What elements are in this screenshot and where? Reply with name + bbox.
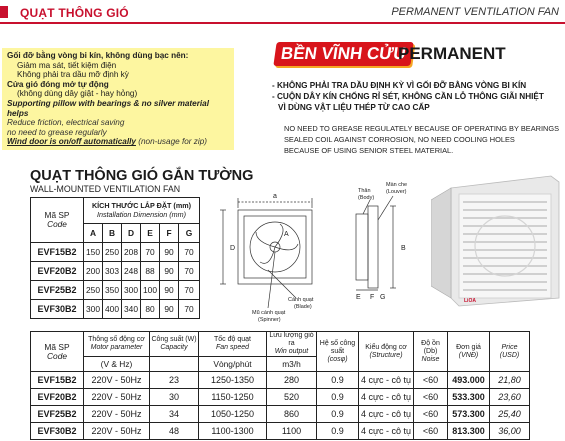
spec-price-vn-header-en: (VNĐ) bbox=[458, 351, 479, 359]
table-row bbox=[31, 372, 530, 389]
dimension-table bbox=[30, 197, 200, 319]
photo-logo: LiOA bbox=[464, 298, 476, 304]
dim-header-vn: KÍCH THƯỚC LẮP ĐẶT (mm) bbox=[91, 201, 191, 210]
spec-model-cell: EVF15B2 bbox=[31, 372, 84, 389]
spec-flow-cell: 860 bbox=[267, 406, 317, 423]
feature-info-box bbox=[2, 48, 234, 150]
dim-cell: 248 bbox=[122, 262, 141, 281]
spec-struct-header bbox=[359, 332, 414, 372]
spec-price-usd-cell: 25,40 bbox=[490, 406, 530, 423]
body-label-en: (Body) bbox=[358, 195, 375, 201]
vn-bearing-point: Không phải tra dầu mỡ định kỳ bbox=[17, 70, 129, 80]
dim-col-header: E bbox=[141, 224, 160, 243]
spec-model-header-vn: Mã SP bbox=[44, 341, 70, 352]
en-bearing-point: no need to grease regularly bbox=[7, 127, 107, 137]
dim-label-a: a bbox=[273, 193, 277, 200]
spec-speed-cell: 1150-1250 bbox=[199, 389, 267, 406]
dim-label-B: B bbox=[401, 245, 406, 252]
technical-drawing bbox=[218, 170, 433, 330]
header-accent-bar bbox=[0, 6, 8, 18]
spec-struct-cell: 4 cực - cô tụ bbox=[359, 406, 414, 423]
spec-motor-cell: 220V - 50Hz bbox=[84, 372, 150, 389]
vn-door-heading: Cửa gió đóng mở tự động bbox=[7, 79, 109, 89]
dim-model-cell: EVF15B2 bbox=[31, 243, 84, 262]
spec-pf-cell: 0.9 bbox=[317, 372, 359, 389]
spec-price-vn-header bbox=[448, 332, 490, 372]
spec-speed-cell: 1050-1250 bbox=[199, 406, 267, 423]
spec-flow-header-en: Win output bbox=[274, 348, 309, 355]
spec-pf-cell: 0.9 bbox=[317, 423, 359, 440]
spec-price-usd-header-en: (USD) bbox=[499, 351, 520, 359]
table-row bbox=[31, 406, 530, 423]
spec-struct-cell: 4 cực - cô tụ bbox=[359, 423, 414, 440]
spec-table bbox=[30, 331, 530, 440]
vn-door-note: (không dùng dây giật - hay hỏng) bbox=[17, 89, 138, 99]
fan-product-photo bbox=[431, 168, 563, 308]
feature-item: - CUỘN DÂY KÍN CHỐNG RỈ SÉT, KHÔNG CẦN LỖ THÔNG GIÃI NHIỆT bbox=[272, 92, 544, 101]
spec-noise-cell: <60 bbox=[414, 423, 448, 440]
dim-col-header: F bbox=[160, 224, 179, 243]
spec-capacity-cell: 30 bbox=[150, 389, 199, 406]
spec-capacity-header-en: Capacity bbox=[160, 344, 188, 351]
body-label: Thân bbox=[358, 188, 371, 194]
spec-speed-cell: 1100-1300 bbox=[199, 423, 267, 440]
table-row bbox=[31, 389, 530, 406]
dim-cell: 70 bbox=[179, 243, 200, 262]
spec-noise-header-en: Noise bbox=[421, 355, 440, 363]
spec-capacity-cell: 23 bbox=[150, 372, 199, 389]
spec-noise-cell: <60 bbox=[414, 372, 448, 389]
dim-cell: 70 bbox=[179, 300, 200, 319]
spec-flow-cell: 520 bbox=[267, 389, 317, 406]
section-title: QUẠT THÔNG GIÓ GẮN TƯỜNG bbox=[30, 168, 254, 184]
dim-model-header-en: Code bbox=[47, 219, 67, 229]
spec-price-usd-cell: 21,80 bbox=[490, 372, 530, 389]
en-door-note: (non-usage for zip) bbox=[138, 137, 207, 147]
spec-price-vnd-cell: 533.300 bbox=[448, 389, 490, 406]
spec-motor-cell: 220V - 50Hz bbox=[84, 389, 150, 406]
dim-cell: 90 bbox=[160, 243, 179, 262]
dim-cell: 250 bbox=[84, 281, 103, 300]
spec-speed-unit: Vòng/phút bbox=[199, 357, 267, 372]
spinner-label-en: (Spinner) bbox=[258, 317, 281, 323]
dim-label-E: E bbox=[356, 294, 361, 301]
spec-speed-header bbox=[199, 332, 267, 357]
spec-price-usd-header bbox=[490, 332, 530, 372]
spec-noise-header-vn: Độ ồn (Db) bbox=[421, 339, 440, 355]
side-body bbox=[356, 214, 368, 280]
en-bearing-heading: Supporting pillow with bearings & no silver material helps bbox=[7, 98, 209, 118]
spec-noise-cell: <60 bbox=[414, 406, 448, 423]
vn-bearing-heading: Gối đỡ bằng vòng bi kín, không dùng bạc nên: bbox=[7, 51, 189, 60]
spec-pf-header bbox=[317, 332, 359, 372]
dim-label-F: F bbox=[370, 294, 375, 301]
spec-pf-cell: 0.9 bbox=[317, 406, 359, 423]
dim-cell: 208 bbox=[122, 243, 141, 262]
spec-noise-cell: <60 bbox=[414, 389, 448, 406]
durability-badge: BỀN VĨNH CỬU bbox=[273, 42, 413, 66]
dim-cell: 300 bbox=[122, 281, 141, 300]
dim-col-header: D bbox=[122, 224, 141, 243]
spec-pf-header-vn: Hệ số công suất bbox=[319, 339, 356, 355]
dim-cell: 303 bbox=[103, 262, 122, 281]
page-header bbox=[0, 0, 565, 26]
spec-price-usd-cell: 36,00 bbox=[490, 423, 530, 440]
note-line: NO NEED TO GREASE REGULATELY BECAUSE OF OPERATING BY BEARINGS bbox=[284, 124, 560, 133]
spec-struct-cell: 4 cực - cô tụ bbox=[359, 372, 414, 389]
spec-motor-header-en: Motor parameter bbox=[90, 344, 143, 351]
header-left-title: QUẠT THÔNG GIÓ bbox=[20, 6, 129, 20]
dim-cell: 300 bbox=[84, 300, 103, 319]
spec-motor-cell: 220V - 50Hz bbox=[84, 406, 150, 423]
louver-label: Màn che bbox=[386, 182, 408, 188]
spec-flow-header-vn: Lưu lượng gió ra bbox=[269, 332, 314, 347]
feature-item: - KHÔNG PHẢI TRA DẦU ĐỊNH KỲ VÌ GỐI ĐỠ BẰNG VÒNG BI KÍN bbox=[272, 81, 527, 90]
dim-cell: 350 bbox=[103, 281, 122, 300]
dim-header-en: Installation Dimension (mm) bbox=[96, 209, 187, 219]
dim-header bbox=[84, 198, 200, 224]
note-line: BECAUSE OF USING SENIOR STEEL MATERIAL. bbox=[284, 145, 454, 155]
spec-capacity-cell: 34 bbox=[150, 406, 199, 423]
spec-model-header-en: Code bbox=[46, 350, 68, 361]
spec-price-usd-cell: 23,60 bbox=[490, 389, 530, 406]
dim-model-header-vn: Mã SP bbox=[44, 209, 70, 220]
spec-struct-header-vn: Kiểu động cơ bbox=[365, 343, 407, 351]
blade-lines bbox=[256, 224, 298, 263]
blade-label-en: (Blade) bbox=[294, 304, 312, 310]
dim-model-cell: EVF20B2 bbox=[31, 262, 84, 281]
spec-motor-unit: (V & Hz) bbox=[84, 357, 150, 372]
dim-cell: 250 bbox=[103, 243, 122, 262]
dim-cell: 88 bbox=[141, 262, 160, 281]
louver-label-en: (Louver) bbox=[386, 189, 407, 195]
en-door-heading: Wind door is on/off automatically bbox=[7, 137, 136, 147]
spec-struct-header-en: (Structure) bbox=[369, 351, 403, 359]
spec-speed-header-vn: Tốc độ quạt bbox=[214, 336, 251, 343]
feature-item: VÌ DÙNG VẬT LIỆU THÉP TỪ CAO CẤP bbox=[278, 103, 430, 112]
dim-cell: 150 bbox=[84, 243, 103, 262]
spec-model-header bbox=[31, 332, 84, 372]
blade-label: Cánh quạt bbox=[288, 297, 314, 303]
dim-cell: 400 bbox=[103, 300, 122, 319]
english-notes bbox=[284, 124, 559, 156]
spec-pf-cell: 0.9 bbox=[317, 389, 359, 406]
dim-model-cell: EVF25B2 bbox=[31, 281, 84, 300]
spec-flow-cell: 1100 bbox=[267, 423, 317, 440]
spec-model-cell: EVF30B2 bbox=[31, 423, 84, 440]
dim-cell: 90 bbox=[160, 300, 179, 319]
dim-model-cell: EVF30B2 bbox=[31, 300, 84, 319]
permanent-label: PERMANENT bbox=[398, 44, 506, 63]
spec-price-vnd-cell: 493.000 bbox=[448, 372, 490, 389]
dim-model-header bbox=[31, 198, 84, 243]
dim-cell: 90 bbox=[160, 281, 179, 300]
dim-cell: 90 bbox=[160, 262, 179, 281]
en-bearing-point: Reduce friction, electrical saving bbox=[7, 118, 125, 128]
dim-col-header: A bbox=[84, 224, 103, 243]
feature-list bbox=[272, 80, 544, 113]
spec-motor-cell: 220V - 50Hz bbox=[84, 423, 150, 440]
vn-bearing-point: Giảm ma sát, tiết kiệm điện bbox=[17, 60, 117, 70]
dim-col-header: B bbox=[103, 224, 122, 243]
dim-cell: 70 bbox=[179, 281, 200, 300]
header-right-title: PERMANENT VENTILATION FAN bbox=[391, 6, 559, 18]
dim-label-G: G bbox=[380, 294, 386, 301]
dim-cell: 340 bbox=[122, 300, 141, 319]
spinner-label: Mũ cánh quạt bbox=[252, 310, 286, 316]
dim-cell: 80 bbox=[141, 300, 160, 319]
dim-label-D: D bbox=[230, 245, 236, 252]
dim-cell: 200 bbox=[84, 262, 103, 281]
spec-price-vnd-cell: 813.300 bbox=[448, 423, 490, 440]
dim-col-header: G bbox=[179, 224, 200, 243]
dim-cell: 70 bbox=[141, 243, 160, 262]
note-line: SEALED COIL AGAINST CORROSION, NO NEED COOLING HOLES bbox=[284, 134, 515, 144]
spec-price-vn-header-vn: Đơn giá bbox=[456, 343, 481, 351]
spec-model-cell: EVF25B2 bbox=[31, 406, 84, 423]
table-row bbox=[31, 243, 200, 262]
dim-cell: 70 bbox=[179, 262, 200, 281]
table-row bbox=[31, 423, 530, 440]
spec-flow-unit: m3/h bbox=[267, 357, 317, 372]
table-row bbox=[31, 262, 200, 281]
en-door-line bbox=[7, 137, 229, 147]
spec-motor-header-vn: Thông số động cơ bbox=[88, 336, 145, 343]
dim-label-A: A bbox=[284, 231, 289, 238]
spec-price-usd-header-vn: Price bbox=[501, 343, 518, 351]
spec-capacity-header bbox=[150, 332, 199, 357]
spec-flow-header bbox=[267, 332, 317, 357]
spec-speed-cell: 1250-1350 bbox=[199, 372, 267, 389]
table-row bbox=[31, 281, 200, 300]
spec-capacity-unit bbox=[150, 357, 199, 372]
dim-cell: 100 bbox=[141, 281, 160, 300]
header-divider bbox=[0, 22, 565, 24]
spec-noise-header bbox=[414, 332, 448, 372]
side-louver bbox=[368, 206, 378, 288]
spec-struct-cell: 4 cực - cô tụ bbox=[359, 389, 414, 406]
spec-model-cell: EVF20B2 bbox=[31, 389, 84, 406]
spec-pf-header-en: (cosφ) bbox=[327, 355, 348, 363]
spec-capacity-header-vn: Công suất (W) bbox=[151, 336, 197, 343]
spec-speed-header-en: Fan speed bbox=[215, 344, 250, 351]
spec-capacity-cell: 48 bbox=[150, 423, 199, 440]
spec-price-vnd-cell: 573.300 bbox=[448, 406, 490, 423]
spec-flow-cell: 280 bbox=[267, 372, 317, 389]
section-subtitle: WALL-MOUNTED VENTILATION FAN bbox=[30, 184, 181, 194]
table-row bbox=[31, 300, 200, 319]
spec-motor-header bbox=[84, 332, 150, 357]
